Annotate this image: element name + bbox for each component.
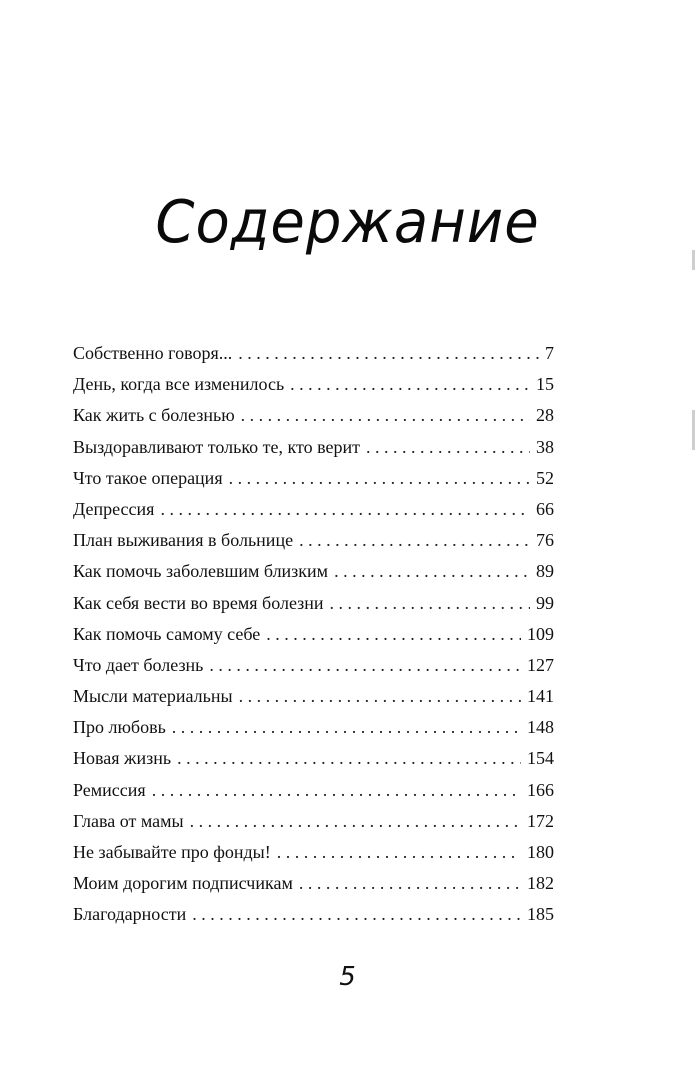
toc-entry (73, 556, 554, 587)
toc-leader-dots (209, 650, 521, 681)
toc-entry-page: 127 (527, 654, 554, 675)
toc-entry-title: Благодарности (73, 904, 187, 925)
toc-entry-title: Моим дорогим подписчикам (73, 873, 293, 894)
toc-entry (73, 494, 554, 525)
toc-entry-title: Ремиссия (73, 779, 146, 800)
toc-leader-dots (229, 463, 530, 494)
toc-leader-dots (192, 899, 521, 930)
toc-leader-dots (177, 743, 521, 774)
toc-leader-dots (160, 494, 530, 525)
toc-entry (73, 650, 554, 681)
toc-leader-dots (172, 712, 521, 743)
toc-entry-title: Собственно говоря... (73, 343, 233, 363)
toc-entry-page: 141 (527, 686, 554, 707)
toc-entry-page: 154 (527, 748, 554, 769)
toc-entry (73, 463, 554, 494)
toc-leader-dots (277, 837, 521, 868)
toc-entry-page: 38 (536, 436, 554, 457)
toc-leader-dots (299, 525, 530, 556)
toc-entry-page: 28 (536, 405, 554, 426)
toc-entry-page: 148 (527, 717, 554, 738)
toc-entry-title: Как жить с болезнью (73, 405, 235, 426)
toc-entry-title: Что такое операция (73, 467, 223, 488)
toc-entry-page: 185 (527, 904, 554, 925)
toc-entry (73, 806, 554, 837)
toc-entry (73, 525, 554, 556)
toc-entry-page: 172 (527, 810, 554, 831)
toc-leader-dots (266, 619, 521, 650)
toc-entry-page: 89 (536, 561, 554, 582)
toc-entry (73, 338, 554, 369)
toc-entry (73, 868, 554, 899)
toc-entry-title: Депрессия (73, 498, 155, 519)
toc-leader-dots (190, 806, 521, 837)
toc-entry (73, 369, 554, 400)
toc-entry-title: День, когда все изменилось (73, 374, 285, 395)
toc-entry-page: 99 (536, 592, 554, 613)
toc-entry-title: Как помочь заболевшим близким (73, 561, 329, 582)
page-number: 5 (339, 962, 356, 992)
toc-entry-page: 7 (545, 343, 554, 363)
toc-leader-dots (299, 868, 521, 899)
toc-entry-title: План выживания в больнице (73, 530, 294, 551)
toc-entry-page: 15 (536, 374, 554, 395)
toc-entry-page: 180 (527, 842, 554, 862)
toc-entry (73, 775, 554, 806)
toc-entry-page: 109 (527, 623, 554, 644)
toc-entry (73, 681, 554, 712)
toc-entry (73, 837, 554, 868)
toc-entry (73, 400, 554, 431)
toc-entry-title: Выздоравливают только те, кто верит (73, 436, 361, 457)
toc-entry-title: Про любовь (73, 717, 166, 738)
toc-entry (73, 899, 554, 930)
toc-entry-page: 76 (536, 530, 554, 551)
toc-entry-title: Новая жизнь (73, 748, 172, 769)
toc-leader-dots (330, 588, 530, 619)
toc-leader-dots (152, 775, 521, 806)
toc-entry-title: Как помочь самому себе (73, 623, 261, 644)
table-of-contents (73, 338, 554, 931)
toc-leader-dots (366, 432, 530, 463)
toc-entry-title: Как себя вести во время болезни (73, 592, 324, 613)
toc-leader-dots (241, 400, 530, 431)
toc-entry-page: 166 (527, 779, 554, 800)
toc-leader-dots (239, 681, 521, 712)
toc-entry-page: 182 (527, 873, 554, 894)
toc-leader-dots (290, 369, 530, 400)
toc-entry-page: 52 (536, 467, 554, 488)
toc-entry (73, 432, 554, 463)
toc-entry-title: Не забывайте про фонды! (73, 842, 271, 862)
toc-entry (73, 619, 554, 650)
toc-entry-title: Что дает болезнь (73, 654, 204, 675)
toc-entry (73, 712, 554, 743)
toc-entry-title: Мысли материальны (73, 686, 233, 707)
toc-leader-dots (334, 556, 530, 587)
page-title: Содержание (155, 188, 540, 257)
toc-entry-page: 66 (536, 498, 554, 519)
toc-leader-dots (238, 338, 539, 369)
toc-entry (73, 588, 554, 619)
toc-entry-title: Глава от мамы (73, 810, 184, 831)
toc-entry (73, 743, 554, 774)
